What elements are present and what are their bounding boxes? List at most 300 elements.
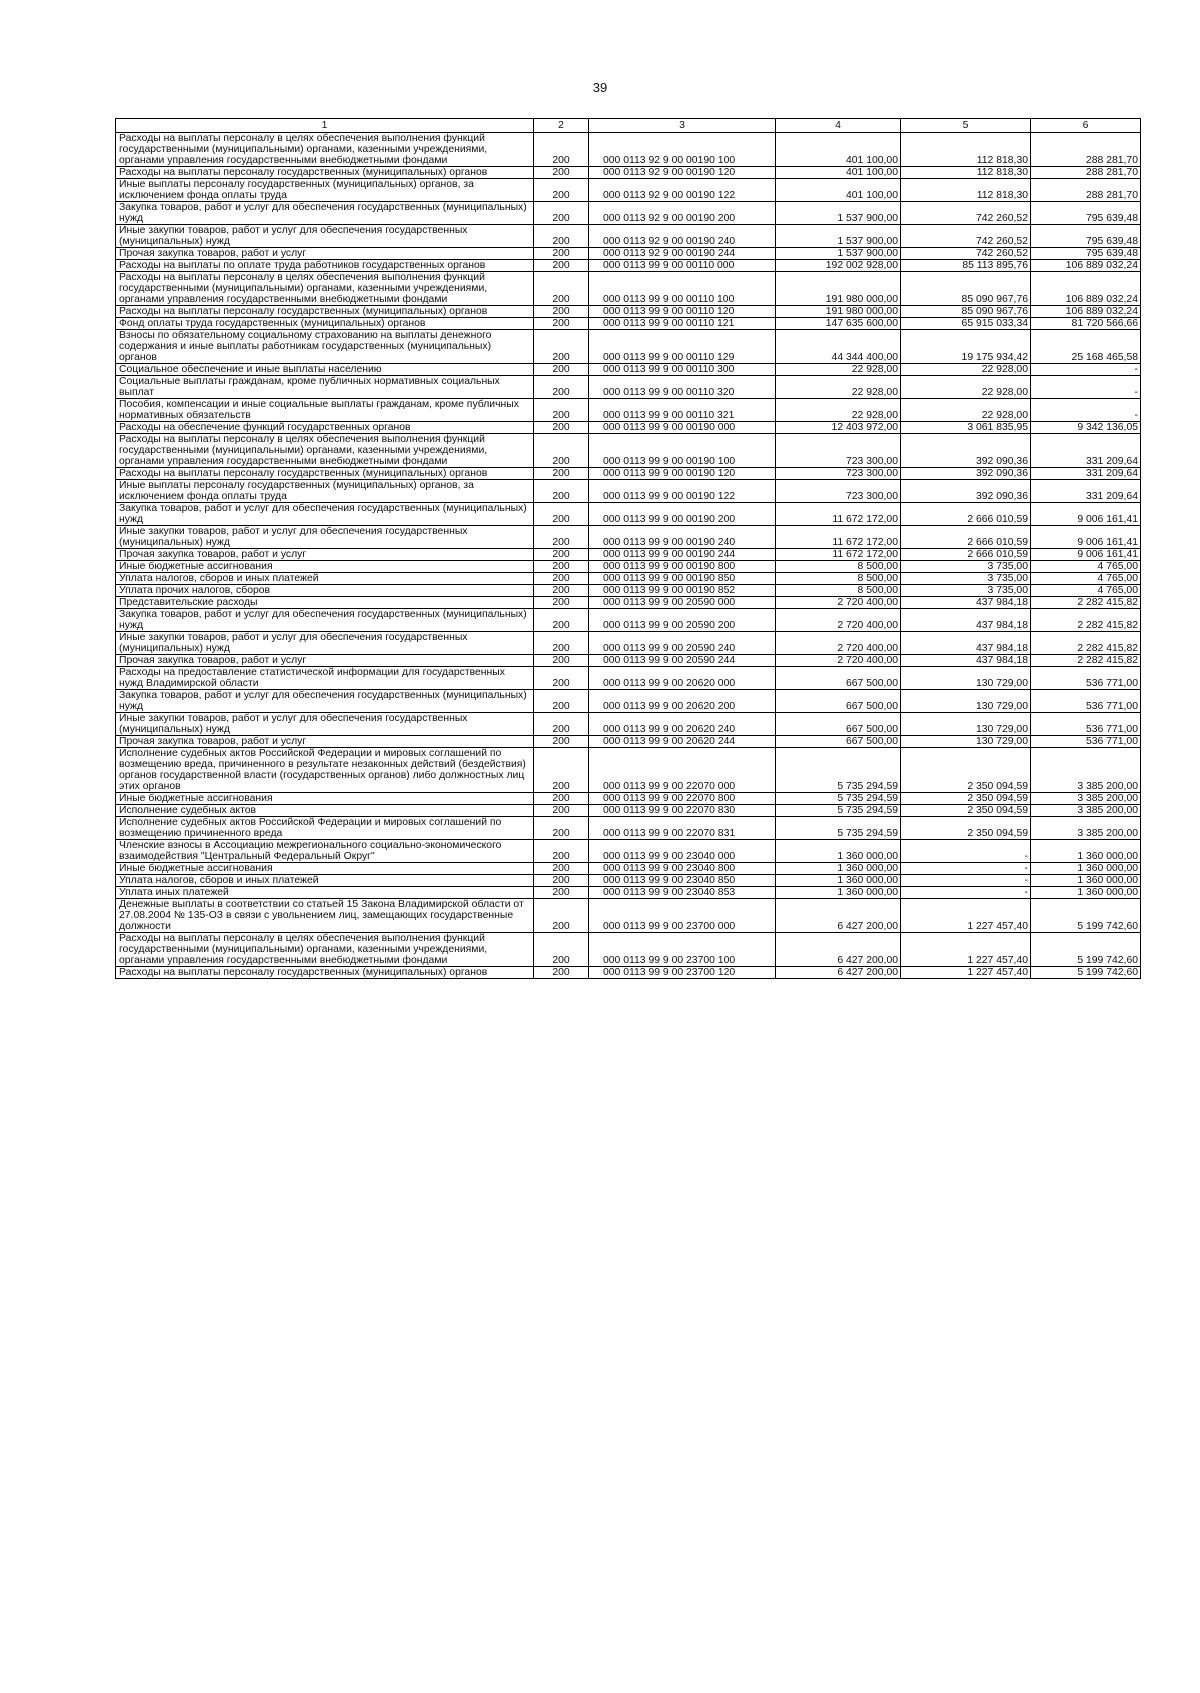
table-row — [116, 887, 1141, 899]
budget-classification-code-cell: 000 0113 99 9 00 00110 120 — [589, 306, 776, 318]
approved-amount-cell: 723 300,00 — [776, 434, 901, 468]
executed-amount-cell: 1 227 457,40 — [901, 933, 1031, 967]
approved-amount-cell: 1 537 900,00 — [776, 202, 901, 225]
unexecuted-amount-cell: 288 281,70 — [1031, 179, 1141, 202]
executed-amount-cell: 1 227 457,40 — [901, 899, 1031, 933]
approved-amount-cell: 723 300,00 — [776, 468, 901, 480]
approved-amount-cell: 667 500,00 — [776, 736, 901, 748]
table-row — [116, 863, 1141, 875]
expense-name-cell: Исполнение судебных актов — [116, 805, 534, 817]
unexecuted-amount-cell: 331 209,64 — [1031, 434, 1141, 468]
approved-amount-cell: 44 344 400,00 — [776, 330, 901, 364]
unexecuted-amount-cell: 4 765,00 — [1031, 561, 1141, 573]
unexecuted-amount-cell: 4 765,00 — [1031, 573, 1141, 585]
approved-amount-cell: 22 928,00 — [776, 364, 901, 376]
table-row — [116, 655, 1141, 667]
expense-name-cell: Уплата иных платежей — [116, 887, 534, 899]
approved-amount-cell: 667 500,00 — [776, 690, 901, 713]
approved-amount-cell: 8 500,00 — [776, 573, 901, 585]
approved-amount-cell: 11 672 172,00 — [776, 549, 901, 561]
budget-classification-code-cell: 000 0113 99 9 00 00190 800 — [589, 561, 776, 573]
line-code-cell: 200 — [534, 306, 589, 318]
line-code-cell: 200 — [534, 899, 589, 933]
table-row — [116, 422, 1141, 434]
approved-amount-cell: 401 100,00 — [776, 179, 901, 202]
approved-amount-cell: 6 427 200,00 — [776, 933, 901, 967]
approved-amount-cell: 8 500,00 — [776, 585, 901, 597]
approved-amount-cell: 5 735 294,59 — [776, 793, 901, 805]
executed-amount-cell: 130 729,00 — [901, 667, 1031, 690]
budget-classification-code-cell: 000 0113 99 9 00 22070 830 — [589, 805, 776, 817]
budget-classification-code-cell: 000 0113 92 9 00 00190 200 — [589, 202, 776, 225]
approved-amount-cell: 12 403 972,00 — [776, 422, 901, 434]
executed-amount-cell: 437 984,18 — [901, 609, 1031, 632]
unexecuted-amount-cell: 536 771,00 — [1031, 736, 1141, 748]
approved-amount-cell: 6 427 200,00 — [776, 967, 901, 979]
expense-name-cell: Исполнение судебных актов Российской Федерации и мировых соглашений по возмещению причиненного вреда — [116, 817, 534, 840]
budget-classification-code-cell: 000 0113 99 9 00 20620 244 — [589, 736, 776, 748]
column-number-header-row — [116, 119, 1141, 133]
line-code-cell: 200 — [534, 330, 589, 364]
line-code-cell: 200 — [534, 202, 589, 225]
expense-name-cell: Прочая закупка товаров, работ и услуг — [116, 655, 534, 667]
budget-classification-code-cell: 000 0113 99 9 00 20590 240 — [589, 632, 776, 655]
expense-name-cell: Расходы на выплаты персоналу государственных (муниципальных) органов — [116, 967, 534, 979]
budget-classification-code-cell: 000 0113 99 9 00 00190 120 — [589, 468, 776, 480]
budget-classification-code-cell: 000 0113 99 9 00 23040 000 — [589, 840, 776, 863]
table-row — [116, 167, 1141, 179]
unexecuted-amount-cell: 536 771,00 — [1031, 690, 1141, 713]
table-row — [116, 840, 1141, 863]
line-code-cell: 200 — [534, 736, 589, 748]
approved-amount-cell: 2 720 400,00 — [776, 655, 901, 667]
expense-name-cell: Закупка товаров, работ и услуг для обеспечения государственных (муниципальных) нужд — [116, 609, 534, 632]
expense-name-cell: Иные бюджетные ассигнования — [116, 863, 534, 875]
executed-amount-cell: 392 090,36 — [901, 434, 1031, 468]
line-code-cell: 200 — [534, 179, 589, 202]
budget-classification-code-cell: 000 0113 99 9 00 00190 852 — [589, 585, 776, 597]
line-code-cell: 200 — [534, 573, 589, 585]
executed-amount-cell: 3 735,00 — [901, 573, 1031, 585]
line-code-cell: 200 — [534, 260, 589, 272]
executed-amount-cell: 2 350 094,59 — [901, 793, 1031, 805]
expense-name-cell: Расходы на выплаты персоналу в целях обеспечения выполнения функций государственными (муниципальными) органами, казенными учреждениями, органами управления государственными внебюджетными фондами — [116, 133, 534, 167]
executed-amount-cell: 437 984,18 — [901, 655, 1031, 667]
executed-amount-cell: 3 061 835,95 — [901, 422, 1031, 434]
expense-name-cell: Расходы на выплаты персоналу в целях обеспечения выполнения функций государственными (муниципальными) органами, казенными учреждениями, органами управления государственными внебюджетными фондами — [116, 933, 534, 967]
unexecuted-amount-cell: 536 771,00 — [1031, 713, 1141, 736]
unexecuted-amount-cell: 1 360 000,00 — [1031, 863, 1141, 875]
line-code-cell: 200 — [534, 480, 589, 503]
expense-name-cell: Социальное обеспечение и иные выплаты населению — [116, 364, 534, 376]
executed-amount-cell: 392 090,36 — [901, 480, 1031, 503]
approved-amount-cell: 1 360 000,00 — [776, 875, 901, 887]
table-row — [116, 736, 1141, 748]
line-code-cell: 200 — [534, 632, 589, 655]
unexecuted-amount-cell: 536 771,00 — [1031, 667, 1141, 690]
line-code-cell: 200 — [534, 805, 589, 817]
budget-classification-code-cell: 000 0113 99 9 00 00110 129 — [589, 330, 776, 364]
line-code-cell: 200 — [534, 793, 589, 805]
executed-amount-cell: 85 113 895,76 — [901, 260, 1031, 272]
line-code-cell: 200 — [534, 503, 589, 526]
table-row — [116, 713, 1141, 736]
expense-name-cell: Иные бюджетные ассигнования — [116, 793, 534, 805]
executed-amount-cell: 19 175 934,42 — [901, 330, 1031, 364]
unexecuted-amount-cell: 81 720 566,66 — [1031, 318, 1141, 330]
expense-name-cell: Исполнение судебных актов Российской Федерации и мировых соглашений по возмещению вреда, причиненного в результате незаконных действий (бездействия) органов государственной власти (государственных органов) либо должностных лиц этих органов — [116, 748, 534, 793]
budget-classification-code-cell: 000 0113 99 9 00 00190 000 — [589, 422, 776, 434]
executed-amount-cell: 22 928,00 — [901, 399, 1031, 422]
approved-amount-cell: 1 360 000,00 — [776, 887, 901, 899]
table-row — [116, 364, 1141, 376]
table-row — [116, 690, 1141, 713]
approved-amount-cell: 1 537 900,00 — [776, 248, 901, 260]
expense-name-cell: Членские взносы в Ассоциацию межрегионального социально-экономического взаимодействия "Центральный Федеральный Округ" — [116, 840, 534, 863]
expense-name-cell: Расходы на выплаты персоналу в целях обеспечения выполнения функций государственными (муниципальными) органами, казенными учреждениями, органами управления государственными внебюджетными фондами — [116, 272, 534, 306]
expense-name-cell: Расходы на выплаты персоналу государственных (муниципальных) органов — [116, 468, 534, 480]
column-header: 3 — [589, 119, 776, 133]
budget-classification-code-cell: 000 0113 99 9 00 00190 850 — [589, 573, 776, 585]
unexecuted-amount-cell: 9 342 136,05 — [1031, 422, 1141, 434]
unexecuted-amount-cell: 106 889 032,24 — [1031, 260, 1141, 272]
unexecuted-amount-cell: - — [1031, 376, 1141, 399]
executed-amount-cell: - — [901, 840, 1031, 863]
expense-name-cell: Иные закупки товаров, работ и услуг для обеспечения государственных (муниципальных) нужд — [116, 632, 534, 655]
line-code-cell: 200 — [534, 434, 589, 468]
expense-name-cell: Расходы на выплаты персоналу государственных (муниципальных) органов — [116, 167, 534, 179]
expense-name-cell: Уплата налогов, сборов и иных платежей — [116, 875, 534, 887]
unexecuted-amount-cell: 331 209,64 — [1031, 480, 1141, 503]
expense-name-cell: Закупка товаров, работ и услуг для обеспечения государственных (муниципальных) нужд — [116, 503, 534, 526]
expense-name-cell: Иные выплаты персоналу государственных (муниципальных) органов, за исключением фонда оплаты труда — [116, 179, 534, 202]
table-row — [116, 793, 1141, 805]
budget-classification-code-cell: 000 0113 99 9 00 00110 000 — [589, 260, 776, 272]
budget-classification-code-cell: 000 0113 92 9 00 00190 240 — [589, 225, 776, 248]
unexecuted-amount-cell: 9 006 161,41 — [1031, 549, 1141, 561]
page-number: 39 — [592, 80, 608, 95]
budget-classification-code-cell: 000 0113 99 9 00 00190 244 — [589, 549, 776, 561]
approved-amount-cell: 401 100,00 — [776, 133, 901, 167]
table-row — [116, 875, 1141, 887]
budget-classification-code-cell: 000 0113 92 9 00 00190 122 — [589, 179, 776, 202]
budget-classification-code-cell: 000 0113 99 9 00 22070 000 — [589, 748, 776, 793]
table-row — [116, 573, 1141, 585]
line-code-cell: 200 — [534, 376, 589, 399]
expense-name-cell: Фонд оплаты труда государственных (муниципальных) органов — [116, 318, 534, 330]
line-code-cell: 200 — [534, 133, 589, 167]
executed-amount-cell: 130 729,00 — [901, 736, 1031, 748]
executed-amount-cell: 2 350 094,59 — [901, 817, 1031, 840]
table-row — [116, 503, 1141, 526]
unexecuted-amount-cell: 2 282 415,82 — [1031, 597, 1141, 609]
approved-amount-cell: 5 735 294,59 — [776, 748, 901, 793]
line-code-cell: 200 — [534, 655, 589, 667]
executed-amount-cell: 3 735,00 — [901, 561, 1031, 573]
line-code-cell: 200 — [534, 609, 589, 632]
approved-amount-cell: 5 735 294,59 — [776, 817, 901, 840]
executed-amount-cell: 130 729,00 — [901, 713, 1031, 736]
unexecuted-amount-cell: 3 385 200,00 — [1031, 817, 1141, 840]
column-header: 2 — [534, 119, 589, 133]
executed-amount-cell: 742 260,52 — [901, 202, 1031, 225]
executed-amount-cell: 65 915 033,34 — [901, 318, 1031, 330]
unexecuted-amount-cell: 106 889 032,24 — [1031, 306, 1141, 318]
executed-amount-cell: 2 666 010,59 — [901, 526, 1031, 549]
table-row — [116, 899, 1141, 933]
approved-amount-cell: 191 980 000,00 — [776, 306, 901, 318]
unexecuted-amount-cell: 4 765,00 — [1031, 585, 1141, 597]
table-row — [116, 609, 1141, 632]
executed-amount-cell: - — [901, 875, 1031, 887]
expense-name-cell: Иные закупки товаров, работ и услуг для обеспечения государственных (муниципальных) нужд — [116, 225, 534, 248]
budget-execution-table — [115, 118, 1141, 979]
budget-classification-code-cell: 000 0113 99 9 00 00190 100 — [589, 434, 776, 468]
executed-amount-cell: 22 928,00 — [901, 364, 1031, 376]
budget-classification-code-cell: 000 0113 99 9 00 20620 000 — [589, 667, 776, 690]
approved-amount-cell: 1 360 000,00 — [776, 863, 901, 875]
executed-amount-cell: 112 818,30 — [901, 133, 1031, 167]
line-code-cell: 200 — [534, 863, 589, 875]
unexecuted-amount-cell: 288 281,70 — [1031, 133, 1141, 167]
column-header: 6 — [1031, 119, 1141, 133]
expense-name-cell: Представительские расходы — [116, 597, 534, 609]
table-row — [116, 225, 1141, 248]
table-row — [116, 434, 1141, 468]
executed-amount-cell: - — [901, 863, 1031, 875]
table-row — [116, 133, 1141, 167]
table-row — [116, 561, 1141, 573]
line-code-cell: 200 — [534, 364, 589, 376]
expense-name-cell: Иные бюджетные ассигнования — [116, 561, 534, 573]
unexecuted-amount-cell: 3 385 200,00 — [1031, 748, 1141, 793]
approved-amount-cell: 667 500,00 — [776, 713, 901, 736]
budget-classification-code-cell: 000 0113 99 9 00 22070 800 — [589, 793, 776, 805]
column-header: 4 — [776, 119, 901, 133]
table-row — [116, 632, 1141, 655]
budget-classification-code-cell: 000 0113 99 9 00 20590 000 — [589, 597, 776, 609]
line-code-cell: 200 — [534, 748, 589, 793]
executed-amount-cell: 3 735,00 — [901, 585, 1031, 597]
executed-amount-cell: 22 928,00 — [901, 376, 1031, 399]
unexecuted-amount-cell: 3 385 200,00 — [1031, 793, 1141, 805]
table-row — [116, 399, 1141, 422]
table-row — [116, 306, 1141, 318]
table-row — [116, 526, 1141, 549]
table-row — [116, 933, 1141, 967]
table-row — [116, 318, 1141, 330]
expense-name-cell: Расходы на выплаты персоналу государственных (муниципальных) органов — [116, 306, 534, 318]
line-code-cell: 200 — [534, 840, 589, 863]
table-row — [116, 967, 1141, 979]
unexecuted-amount-cell: 795 639,48 — [1031, 248, 1141, 260]
line-code-cell: 200 — [534, 875, 589, 887]
approved-amount-cell: 6 427 200,00 — [776, 899, 901, 933]
line-code-cell: 200 — [534, 585, 589, 597]
approved-amount-cell: 1 360 000,00 — [776, 840, 901, 863]
approved-amount-cell: 11 672 172,00 — [776, 526, 901, 549]
line-code-cell: 200 — [534, 422, 589, 434]
approved-amount-cell: 191 980 000,00 — [776, 272, 901, 306]
budget-classification-code-cell: 000 0113 99 9 00 00110 100 — [589, 272, 776, 306]
table-row — [116, 376, 1141, 399]
expense-name-cell: Пособия, компенсации и иные социальные выплаты гражданам, кроме публичных нормативных обязательств — [116, 399, 534, 422]
expense-name-cell: Уплата налогов, сборов и иных платежей — [116, 573, 534, 585]
unexecuted-amount-cell: 331 209,64 — [1031, 468, 1141, 480]
line-code-cell: 200 — [534, 597, 589, 609]
expense-name-cell: Закупка товаров, работ и услуг для обеспечения государственных (муниципальных) нужд — [116, 202, 534, 225]
unexecuted-amount-cell: 795 639,48 — [1031, 225, 1141, 248]
line-code-cell: 200 — [534, 248, 589, 260]
executed-amount-cell: 1 227 457,40 — [901, 967, 1031, 979]
line-code-cell: 200 — [534, 690, 589, 713]
budget-classification-code-cell: 000 0113 99 9 00 23700 000 — [589, 899, 776, 933]
line-code-cell: 200 — [534, 713, 589, 736]
line-code-cell: 200 — [534, 318, 589, 330]
line-code-cell: 200 — [534, 167, 589, 179]
line-code-cell: 200 — [534, 933, 589, 967]
unexecuted-amount-cell: 288 281,70 — [1031, 167, 1141, 179]
unexecuted-amount-cell: 5 199 742,60 — [1031, 933, 1141, 967]
budget-classification-code-cell: 000 0113 99 9 00 23040 800 — [589, 863, 776, 875]
expense-name-cell: Денежные выплаты в соответствии со статьей 15 Закона Владимирской области от 27.08.2004 № 135-ОЗ в связи с увольнением лиц, замещающих государственные должности — [116, 899, 534, 933]
budget-classification-code-cell: 000 0113 99 9 00 20620 240 — [589, 713, 776, 736]
line-code-cell: 200 — [534, 225, 589, 248]
line-code-cell: 200 — [534, 399, 589, 422]
unexecuted-amount-cell: 106 889 032,24 — [1031, 272, 1141, 306]
budget-classification-code-cell: 000 0113 99 9 00 00110 321 — [589, 399, 776, 422]
expense-name-cell: Иные закупки товаров, работ и услуг для обеспечения государственных (муниципальных) нужд — [116, 526, 534, 549]
unexecuted-amount-cell: 5 199 742,60 — [1031, 967, 1141, 979]
budget-classification-code-cell: 000 0113 99 9 00 22070 831 — [589, 817, 776, 840]
approved-amount-cell: 1 537 900,00 — [776, 225, 901, 248]
expense-name-cell: Взносы по обязательному социальному страхованию на выплаты денежного содержания и иные выплаты работникам государственных (муниципальных) органов — [116, 330, 534, 364]
table-row — [116, 597, 1141, 609]
unexecuted-amount-cell: 2 282 415,82 — [1031, 655, 1141, 667]
line-code-cell: 200 — [534, 272, 589, 306]
unexecuted-amount-cell: 5 199 742,60 — [1031, 899, 1141, 933]
unexecuted-amount-cell: 795 639,48 — [1031, 202, 1141, 225]
executed-amount-cell: 85 090 967,76 — [901, 272, 1031, 306]
table-row — [116, 805, 1141, 817]
unexecuted-amount-cell: 9 006 161,41 — [1031, 503, 1141, 526]
unexecuted-amount-cell: 1 360 000,00 — [1031, 840, 1141, 863]
expense-name-cell: Расходы на выплаты персоналу в целях обеспечения выполнения функций государственными (муниципальными) органами, казенными учреждениями, органами управления государственными внебюджетными фондами — [116, 434, 534, 468]
unexecuted-amount-cell: 9 006 161,41 — [1031, 526, 1141, 549]
approved-amount-cell: 667 500,00 — [776, 667, 901, 690]
expense-name-cell: Прочая закупка товаров, работ и услуг — [116, 549, 534, 561]
expense-name-cell: Прочая закупка товаров, работ и услуг — [116, 736, 534, 748]
approved-amount-cell: 22 928,00 — [776, 399, 901, 422]
line-code-cell: 200 — [534, 526, 589, 549]
executed-amount-cell: 85 090 967,76 — [901, 306, 1031, 318]
budget-classification-code-cell: 000 0113 99 9 00 00110 320 — [589, 376, 776, 399]
unexecuted-amount-cell: - — [1031, 364, 1141, 376]
approved-amount-cell: 11 672 172,00 — [776, 503, 901, 526]
line-code-cell: 200 — [534, 667, 589, 690]
budget-classification-code-cell: 000 0113 99 9 00 00190 240 — [589, 526, 776, 549]
executed-amount-cell: 392 090,36 — [901, 468, 1031, 480]
approved-amount-cell: 22 928,00 — [776, 376, 901, 399]
budget-classification-code-cell: 000 0113 92 9 00 00190 244 — [589, 248, 776, 260]
table-row — [116, 667, 1141, 690]
budget-classification-code-cell: 000 0113 99 9 00 23700 100 — [589, 933, 776, 967]
line-code-cell: 200 — [534, 549, 589, 561]
budget-classification-code-cell: 000 0113 92 9 00 00190 100 — [589, 133, 776, 167]
executed-amount-cell: 437 984,18 — [901, 597, 1031, 609]
executed-amount-cell: 112 818,30 — [901, 167, 1031, 179]
table-row — [116, 248, 1141, 260]
expense-name-cell: Расходы на предоставление статистической информации для государственных нужд Владимирской области — [116, 667, 534, 690]
budget-classification-code-cell: 000 0113 99 9 00 23040 850 — [589, 875, 776, 887]
budget-classification-code-cell: 000 0113 99 9 00 20590 200 — [589, 609, 776, 632]
approved-amount-cell: 8 500,00 — [776, 561, 901, 573]
budget-classification-code-cell: 000 0113 99 9 00 23040 853 — [589, 887, 776, 899]
table-row — [116, 480, 1141, 503]
line-code-cell: 200 — [534, 967, 589, 979]
expense-name-cell: Прочая закупка товаров, работ и услуг — [116, 248, 534, 260]
approved-amount-cell: 723 300,00 — [776, 480, 901, 503]
budget-classification-code-cell: 000 0113 99 9 00 20620 200 — [589, 690, 776, 713]
budget-classification-code-cell: 000 0113 99 9 00 23700 120 — [589, 967, 776, 979]
expense-name-cell: Иные закупки товаров, работ и услуг для обеспечения государственных (муниципальных) нужд — [116, 713, 534, 736]
executed-amount-cell: 130 729,00 — [901, 690, 1031, 713]
table-row — [116, 179, 1141, 202]
unexecuted-amount-cell: 25 168 465,58 — [1031, 330, 1141, 364]
line-code-cell: 200 — [534, 887, 589, 899]
executed-amount-cell: 742 260,52 — [901, 248, 1031, 260]
budget-classification-code-cell: 000 0113 99 9 00 00190 122 — [589, 480, 776, 503]
unexecuted-amount-cell: 3 385 200,00 — [1031, 805, 1141, 817]
executed-amount-cell: 2 666 010,59 — [901, 549, 1031, 561]
executed-amount-cell: 742 260,52 — [901, 225, 1031, 248]
unexecuted-amount-cell: 1 360 000,00 — [1031, 887, 1141, 899]
approved-amount-cell: 401 100,00 — [776, 167, 901, 179]
budget-classification-code-cell: 000 0113 99 9 00 00110 121 — [589, 318, 776, 330]
line-code-cell: 200 — [534, 468, 589, 480]
executed-amount-cell: 437 984,18 — [901, 632, 1031, 655]
table-row — [116, 260, 1141, 272]
expense-name-cell: Социальные выплаты гражданам, кроме публичных нормативных социальных выплат — [116, 376, 534, 399]
expense-name-cell: Иные выплаты персоналу государственных (муниципальных) органов, за исключением фонда оплаты труда — [116, 480, 534, 503]
table-row — [116, 202, 1141, 225]
expense-name-cell: Расходы на выплаты по оплате труда работников государственных органов — [116, 260, 534, 272]
expense-name-cell: Закупка товаров, работ и услуг для обеспечения государственных (муниципальных) нужд — [116, 690, 534, 713]
approved-amount-cell: 147 635 600,00 — [776, 318, 901, 330]
unexecuted-amount-cell: - — [1031, 399, 1141, 422]
table-row — [116, 817, 1141, 840]
budget-classification-code-cell: 000 0113 99 9 00 20590 244 — [589, 655, 776, 667]
table-row — [116, 468, 1141, 480]
approved-amount-cell: 192 002 928,00 — [776, 260, 901, 272]
line-code-cell: 200 — [534, 561, 589, 573]
executed-amount-cell: 112 818,30 — [901, 179, 1031, 202]
unexecuted-amount-cell: 1 360 000,00 — [1031, 875, 1141, 887]
expense-name-cell: Расходы на обеспечение функций государственных органов — [116, 422, 534, 434]
budget-classification-code-cell: 000 0113 99 9 00 00190 200 — [589, 503, 776, 526]
budget-classification-code-cell: 000 0113 92 9 00 00190 120 — [589, 167, 776, 179]
table-row — [116, 330, 1141, 364]
executed-amount-cell: - — [901, 887, 1031, 899]
executed-amount-cell: 2 350 094,59 — [901, 805, 1031, 817]
executed-amount-cell: 2 666 010,59 — [901, 503, 1031, 526]
table-row — [116, 585, 1141, 597]
column-header: 1 — [116, 119, 534, 133]
approved-amount-cell: 2 720 400,00 — [776, 609, 901, 632]
approved-amount-cell: 2 720 400,00 — [776, 632, 901, 655]
unexecuted-amount-cell: 2 282 415,82 — [1031, 632, 1141, 655]
unexecuted-amount-cell: 2 282 415,82 — [1031, 609, 1141, 632]
